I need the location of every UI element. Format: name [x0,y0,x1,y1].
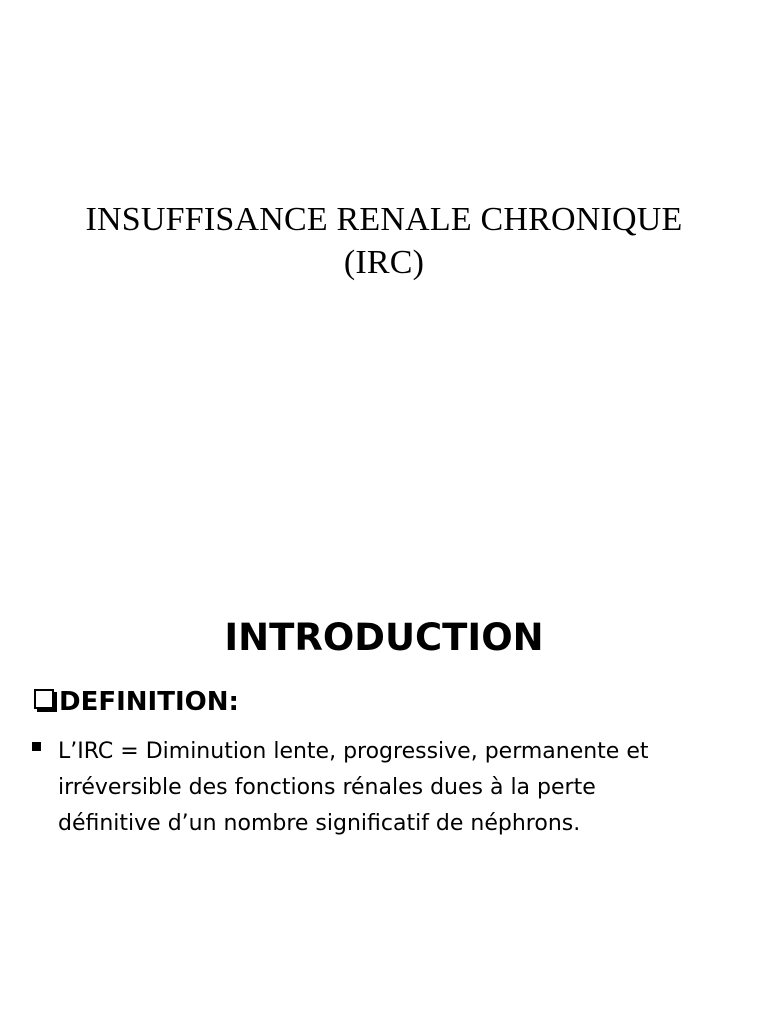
definition-label: DEFINITION: [59,687,239,717]
section-heading: INTRODUCTION [224,616,544,659]
bullet-text [58,734,730,842]
definition-row [34,682,239,722]
title-line: INSUFFISANCE RENALE CHRONIQUE [85,201,683,238]
slide-introduction [0,560,768,1024]
hollow-square-bullet-icon [34,689,54,709]
bullet-text-line: définitive d’un nombre significatif de néphrons. [58,811,581,836]
bullet-text-line: irréversible des fonctions rénales dues à la perte [58,775,596,800]
slide-title-text [0,198,768,284]
bullet-text-line: L’IRC = Diminution lente, progressive, permanente et [58,739,649,764]
title-line: (IRC) [343,244,425,281]
square-bullet-icon [32,742,41,751]
